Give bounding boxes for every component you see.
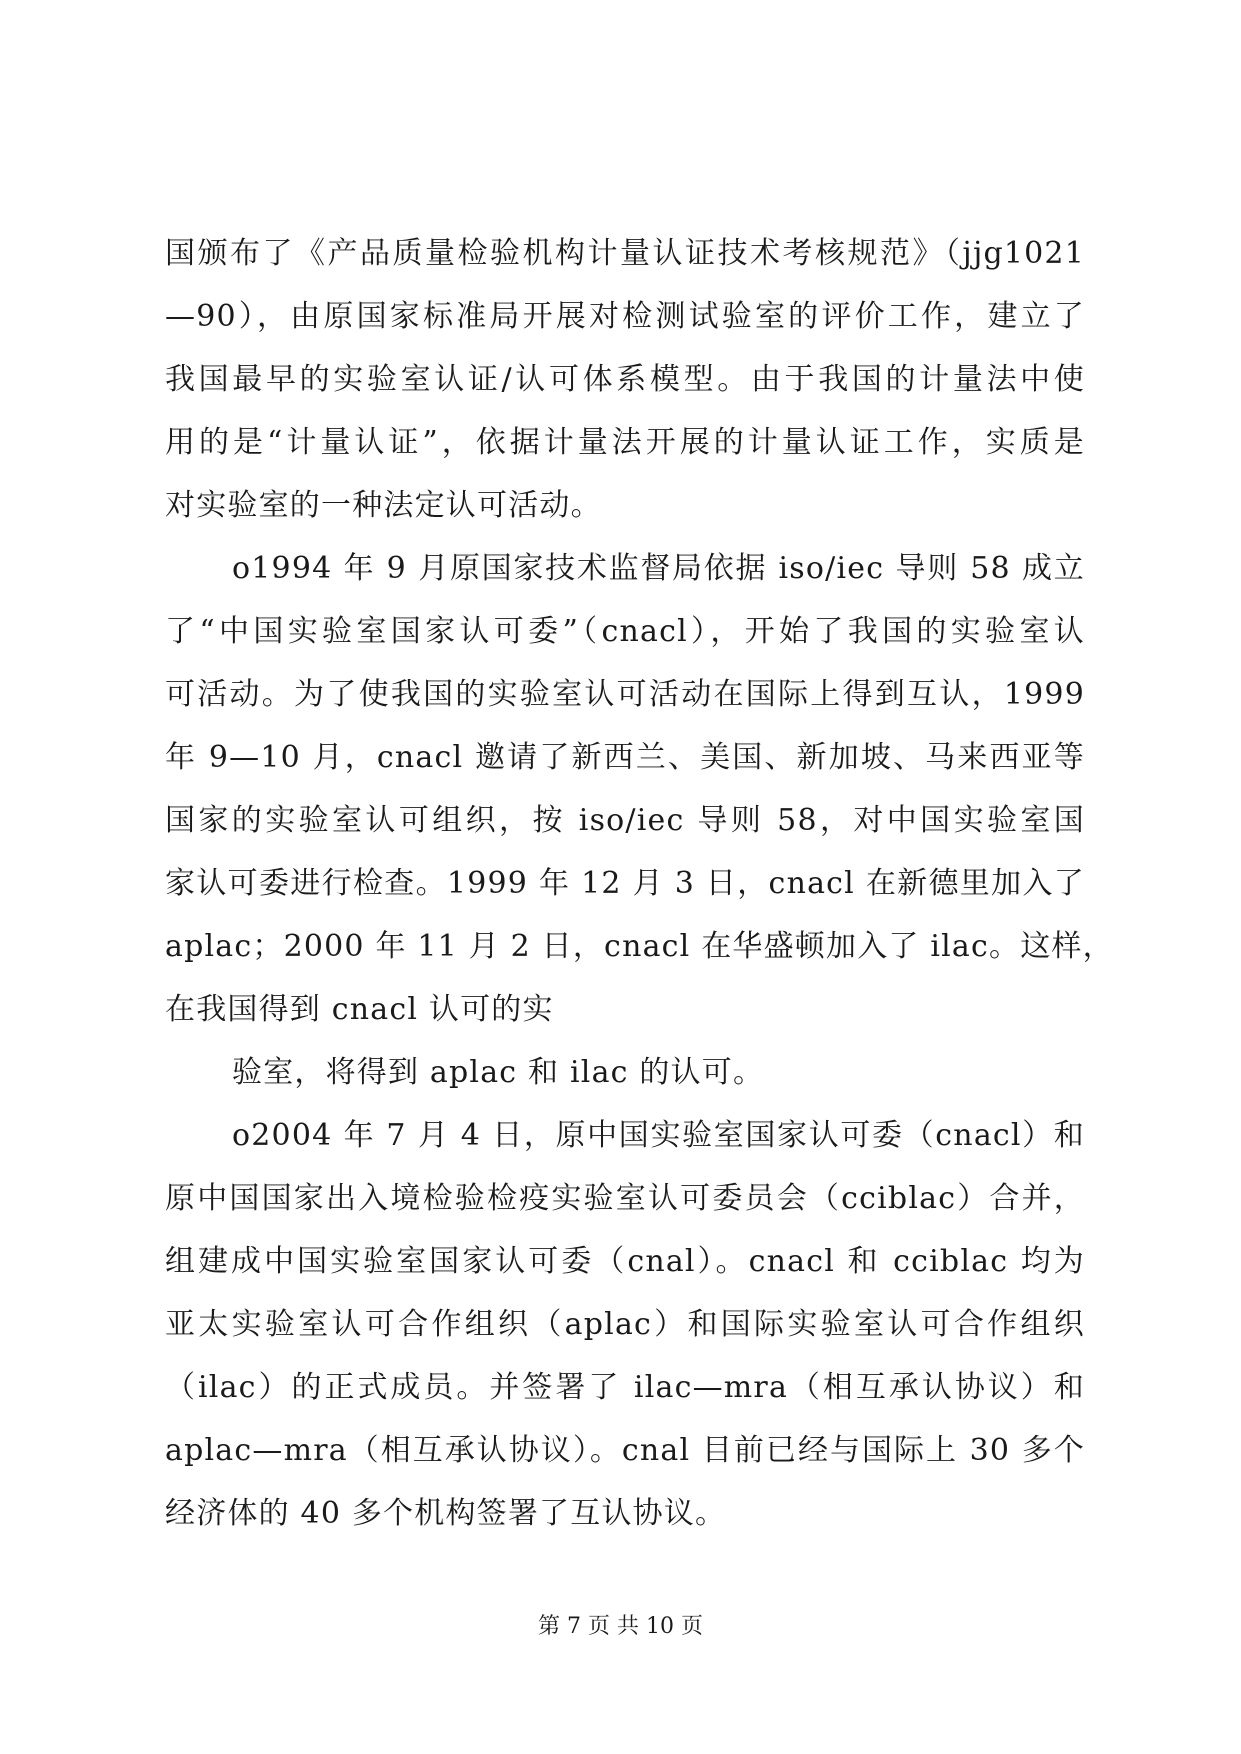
text-line: aplac；2000 年 11 月 2 日，cnacl 在华盛顿加入了 ilac。这样， xyxy=(165,929,1114,964)
text-line: —90），由原国家标准局开展对检测试验室的评价工作，建立了 xyxy=(165,299,1085,334)
text-line: 国颁布了《产品质量检验机构计量认证技术考核规范》（jjg1021 xyxy=(165,236,1085,271)
text-line: 在我国得到 cnacl 认可的实 xyxy=(165,992,554,1027)
text-line: 用的是“计量认证”，依据计量法开展的计量认证工作，实质是 xyxy=(165,425,1085,460)
text-line: 经济体的 40 多个机构签署了互认协议。 xyxy=(165,1496,727,1531)
text-line: 亚太实验室认可合作组织（aplac）和国际实验室认可合作组织 xyxy=(165,1307,1085,1342)
text-line: 我国最早的实验室认证/认可体系模型。由于我国的计量法中使 xyxy=(165,362,1085,397)
text-line: （ilac）的正式成员。并签署了 ilac—mra（相互承认协议）和 xyxy=(165,1370,1085,1405)
text-line: 验室，将得到 aplac 和 ilac 的认可。 xyxy=(232,1055,765,1090)
text-line: 了“中国实验室国家认可委”（cnacl），开始了我国的实验室认 xyxy=(165,614,1085,649)
text-line: 组建成中国实验室国家认可委（cnal）。cnacl 和 cciblac 均为 xyxy=(165,1244,1085,1279)
page-number: 第 7 页 共 10 页 xyxy=(538,1614,703,1639)
text-line: 家认可委进行检查。1999 年 12 月 3 日，cnacl 在新德里加入了 xyxy=(165,866,1085,901)
text-line: 可活动。为了使我国的实验室认可活动在国际上得到互认，1999 xyxy=(165,677,1085,712)
text-line: 国家的实验室认可组织，按 iso/iec 导则 58，对中国实验室国 xyxy=(165,803,1085,838)
text-line: 年 9—10 月，cnacl 邀请了新西兰、美国、新加坡、马来西亚等 xyxy=(165,740,1085,775)
text-line: 对实验室的一种法定认可活动。 xyxy=(165,488,602,523)
page-footer xyxy=(0,1612,1241,1642)
text-line: o1994 年 9 月原国家技术监督局依据 iso/iec 导则 58 成立 xyxy=(232,551,1085,586)
text-line: o2004 年 7 月 4 日，原中国实验室国家认可委（cnacl）和 xyxy=(232,1118,1085,1153)
text-line: 原中国国家出入境检验检疫实验室认可委员会（cciblac）合并， xyxy=(165,1181,1085,1216)
document-body xyxy=(165,233,1114,1556)
text-line: aplac—mra（相互承认协议）。cnal 目前已经与国际上 30 多个 xyxy=(165,1433,1085,1468)
